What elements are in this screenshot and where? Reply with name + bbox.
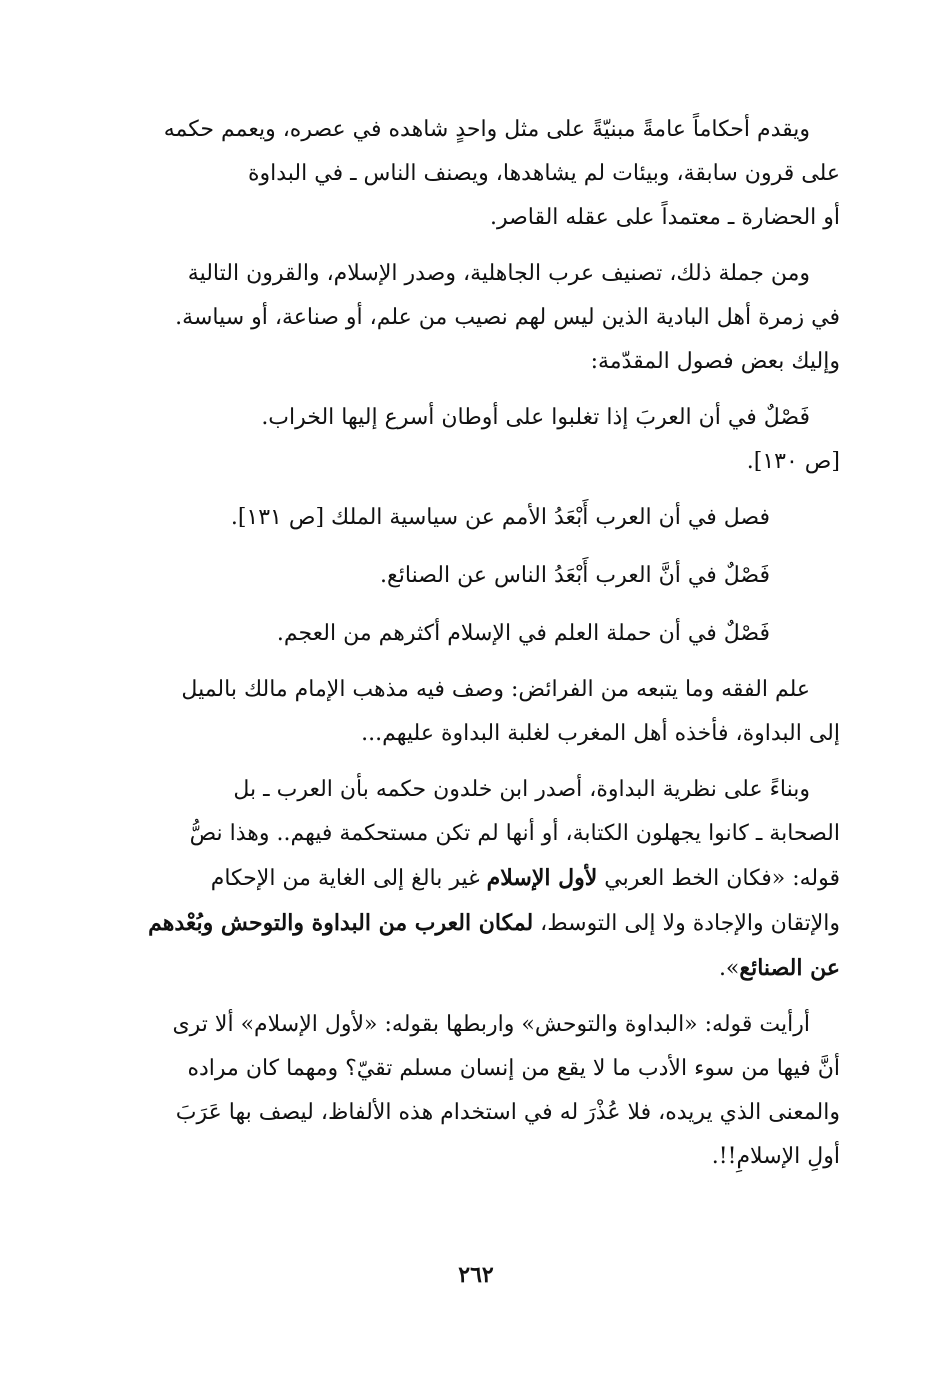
text-line: فَصْلٌ في أن العربَ إذا تغلبوا على أوطان أسرع إليها الخراب.: [261, 405, 810, 430]
page-number: ٢٦٢: [458, 1262, 494, 1288]
quote-bold-text: عن الصنائع: [739, 955, 840, 981]
text-line: وبناءً على نظرية البداوة، أصدر ابن خلدون حكمه بأن العرب ـ بل: [233, 777, 810, 802]
text-line: الصحابة ـ كانوا يجهلون الكتابة، أو أنها لم تكن مستحكمة فيهم.. وهذا نصُّ: [189, 821, 840, 846]
paragraph-1: [105, 108, 840, 240]
quote-text: قوله: «فكان الخط العربي: [597, 866, 840, 891]
chapter-line: فَصْلٌ في أن حملة العلم في الإسلام أكثرهم من العجم.: [276, 621, 770, 646]
quote-paragraph: [105, 768, 840, 991]
text-line: على قرون سابقة، وبيئات لم يشاهدها، ويصنف الناس ـ في البداوة: [247, 161, 840, 186]
chapter-line: فَصْلٌ في أنَّ العرب أَبْعَدُ الناس عن الصنائع.: [380, 563, 770, 588]
text-line: ومن جملة ذلك، تصنيف عرب الجاهلية، وصدر الإسلام، والقرون التالية: [187, 261, 810, 286]
text-line: وإليك بعض فصول المقدّمة:: [590, 349, 840, 374]
text-line: في زمرة أهل البادية الذين ليس لهم نصيب من علم، أو صناعة، أو سياسة.: [175, 305, 840, 330]
text-line: ويقدم أحكاماً عامةً مبنيّةً على مثل واحدٍ شاهده في عصره، ويعمم حكمه: [163, 117, 810, 142]
quote-text: غير بالغ إلى الغاية من الإحكام: [210, 866, 487, 891]
text-line: أو الحضارة ـ معتمداً على عقله القاصر.: [489, 205, 840, 230]
page-body: [105, 108, 840, 1191]
text-line: أرأيت قوله: «البداوة والتوحش» واربطها بقوله: «لأول الإسلام» ألا ترى: [172, 1012, 810, 1037]
quote-bold-text: لأول الإسلام: [486, 865, 598, 891]
text-line: [105, 856, 840, 901]
text-line: [105, 946, 840, 991]
quote-bold-text: لمكان العرب من البداوة والتوحش وبُعْدهم: [148, 910, 534, 936]
text-line: والمعنى الذي يريده، فلا عُذْرَ له في استخدام هذه الألفاظ، ليصف بها عَرَبَ: [175, 1100, 840, 1125]
chapter-line: فصل في أن العرب أَبْعَدُ الأمم عن سياسية الملك [ص ١٣١].: [230, 505, 770, 530]
text-line: [105, 901, 840, 946]
quote-text: ».: [718, 956, 740, 981]
text-line: [ص ١٣٠].: [746, 449, 840, 474]
paragraph-2: [105, 252, 840, 384]
text-line: علم الفقه وما يتبعه من الفرائض: وصف فيه مذهب الإمام مالك بالميل: [181, 677, 810, 702]
text-line: أولِ الإسلامِ!!.: [711, 1144, 840, 1169]
text-line: أنَّ فيها من سوء الأدب ما لا يقع من إنسان مسلم تقيّ؟ ومهما كان مراده: [187, 1056, 840, 1081]
final-paragraph: [105, 1003, 840, 1179]
paragraph-3: [105, 396, 840, 484]
chapter-list: [105, 496, 840, 656]
fiqh-paragraph: [105, 668, 840, 756]
text-line: إلى البداوة، فأخذه أهل المغرب لغلبة البداوة عليهم...: [361, 721, 840, 746]
quote-text: والإتقان والإجادة ولا إلى التوسط،: [533, 911, 840, 936]
